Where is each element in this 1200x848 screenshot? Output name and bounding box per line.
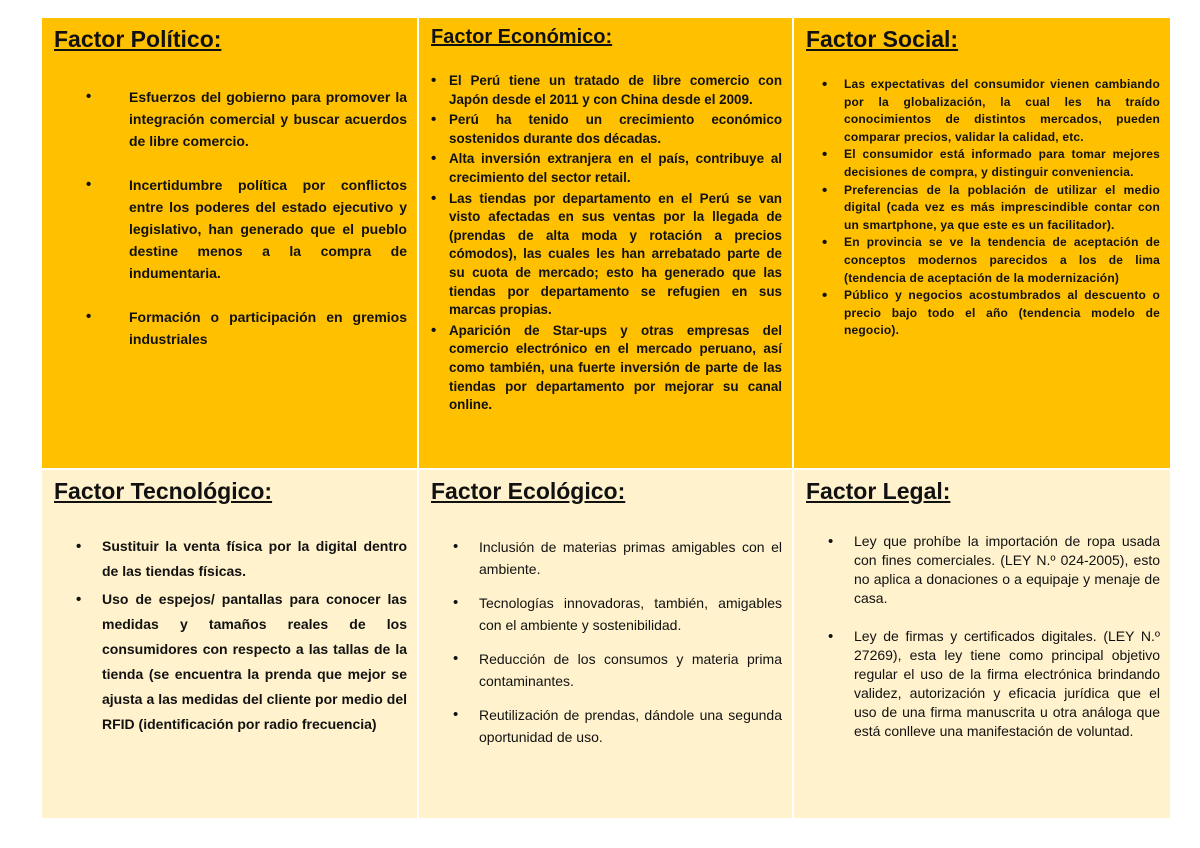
pestel-table xyxy=(42,18,1170,818)
list-item: • En provincia se ve la tendencia de aceptación de conceptos modernos parecidos a los de lima (tendencia de aceptación de la modernización) xyxy=(806,234,1160,287)
list-item: • Público y negocios acostumbrados al descuento o precio bajo todo el año (tendencia modelo de negocio). xyxy=(806,287,1160,340)
factor-tecnologico-cell xyxy=(42,470,417,818)
list-item: • Preferencias de la población de utilizar el medio digital (cada vez es más imprescindible contar con un smartphone, ya que este es un facilitador). xyxy=(806,182,1160,235)
list-item: • Esfuerzos del gobierno para promover la integración comercial y buscar acuerdos de libre comercio. xyxy=(54,86,407,152)
factor-social-list xyxy=(806,76,1160,340)
factor-legal-list xyxy=(806,532,1160,741)
list-item: • Sustituir la venta física por la digital dentro de las tiendas físicas. xyxy=(54,534,407,584)
list-item: • Las tiendas por departamento en el Perú se van visto afectadas en sus ventas por la llegada de (prendas de alta moda y rotación a precios cómodos), las cuales les han arrebatado parte de su cuota de mercado; esto ha generado que las tiendas por departamento se refugien en sus marcas propias. xyxy=(431,190,782,320)
list-item: • Formación o participación en gremios industriales xyxy=(54,306,407,350)
list-item: • Reutilización de prendas, dándole una segunda oportunidad de uso. xyxy=(431,704,782,748)
factor-economico-cell xyxy=(419,18,792,468)
list-item: • El Perú tiene un tratado de libre comercio con Japón desde el 2011 y con China desde el 2009. xyxy=(431,72,782,109)
factor-ecologico-title: Factor Ecológico: xyxy=(431,478,626,504)
list-item: • Inclusión de materias primas amigables con el ambiente. xyxy=(431,536,782,580)
list-item: • Ley de firmas y certificados digitales. (LEY N.º 27269), esta ley tiene como principal objetivo regular el uso de la firma electrónica brindando validez, autorización y eficacia jurídica que el uso de una firma manuscrita u otra análoga que está conlleve una manifestación de voluntad. xyxy=(806,627,1160,741)
list-item: • Aparición de Star-ups y otras empresas del comercio electrónico en el mercado peruano, así como también, una fuerte inversión de parte de las tiendas por departamento por mejorar su canal online. xyxy=(431,322,782,415)
list-item: • Incertidumbre política por conflictos entre los poderes del estado ejecutivo y legislativo, han generado que el pueblo destine menos a la compra de indumentaria. xyxy=(54,174,407,284)
list-item: • Uso de espejos/ pantallas para conocer las medidas y tamaños reales de los consumidores con respecto a las tallas de la tienda (se encuentra la prenda que mejor se ajusta a las medidas del cliente por medio del RFID (identificación por radio frecuencia) xyxy=(54,587,407,737)
factor-economico-title: Factor Económico: xyxy=(431,26,613,48)
list-item: • El consumidor está informado para tomar mejores decisiones de compra, y distinguir conveniencia. xyxy=(806,146,1160,181)
factor-economico-list xyxy=(431,72,782,415)
factor-tecnologico-list xyxy=(54,534,407,737)
list-item: • Tecnologías innovadoras, también, amigables con el ambiente y sostenibilidad. xyxy=(431,592,782,636)
factor-ecologico-list xyxy=(431,536,782,748)
factor-politico-title: Factor Político: xyxy=(54,26,222,52)
factor-social-title: Factor Social: xyxy=(806,26,959,52)
list-item: • Alta inversión extranjera en el país, contribuye al crecimiento del sector retail. xyxy=(431,150,782,187)
list-item: • Ley que prohíbe la importación de ropa usada con fines comerciales. (LEY N.º 024-2005), esto no aplica a donaciones o a equipaje y menaje de casa. xyxy=(806,532,1160,608)
factor-politico-list xyxy=(54,86,407,350)
factor-tecnologico-title: Factor Tecnológico: xyxy=(54,478,273,504)
factor-legal-title: Factor Legal: xyxy=(806,478,951,504)
list-item: • Las expectativas del consumidor vienen cambiando por la globalización, la cual les ha traído conocimientos de distintos mercados, pueden comparar precios, validar la calidad, etc. xyxy=(806,76,1160,146)
factor-legal-cell xyxy=(794,470,1170,818)
factor-ecologico-cell xyxy=(419,470,792,818)
list-item: • Perú ha tenido un crecimiento económico sostenidos durante dos décadas. xyxy=(431,111,782,148)
factor-politico-cell xyxy=(42,18,417,468)
factor-social-cell xyxy=(794,18,1170,468)
list-item: • Reducción de los consumos y materia prima contaminantes. xyxy=(431,648,782,692)
